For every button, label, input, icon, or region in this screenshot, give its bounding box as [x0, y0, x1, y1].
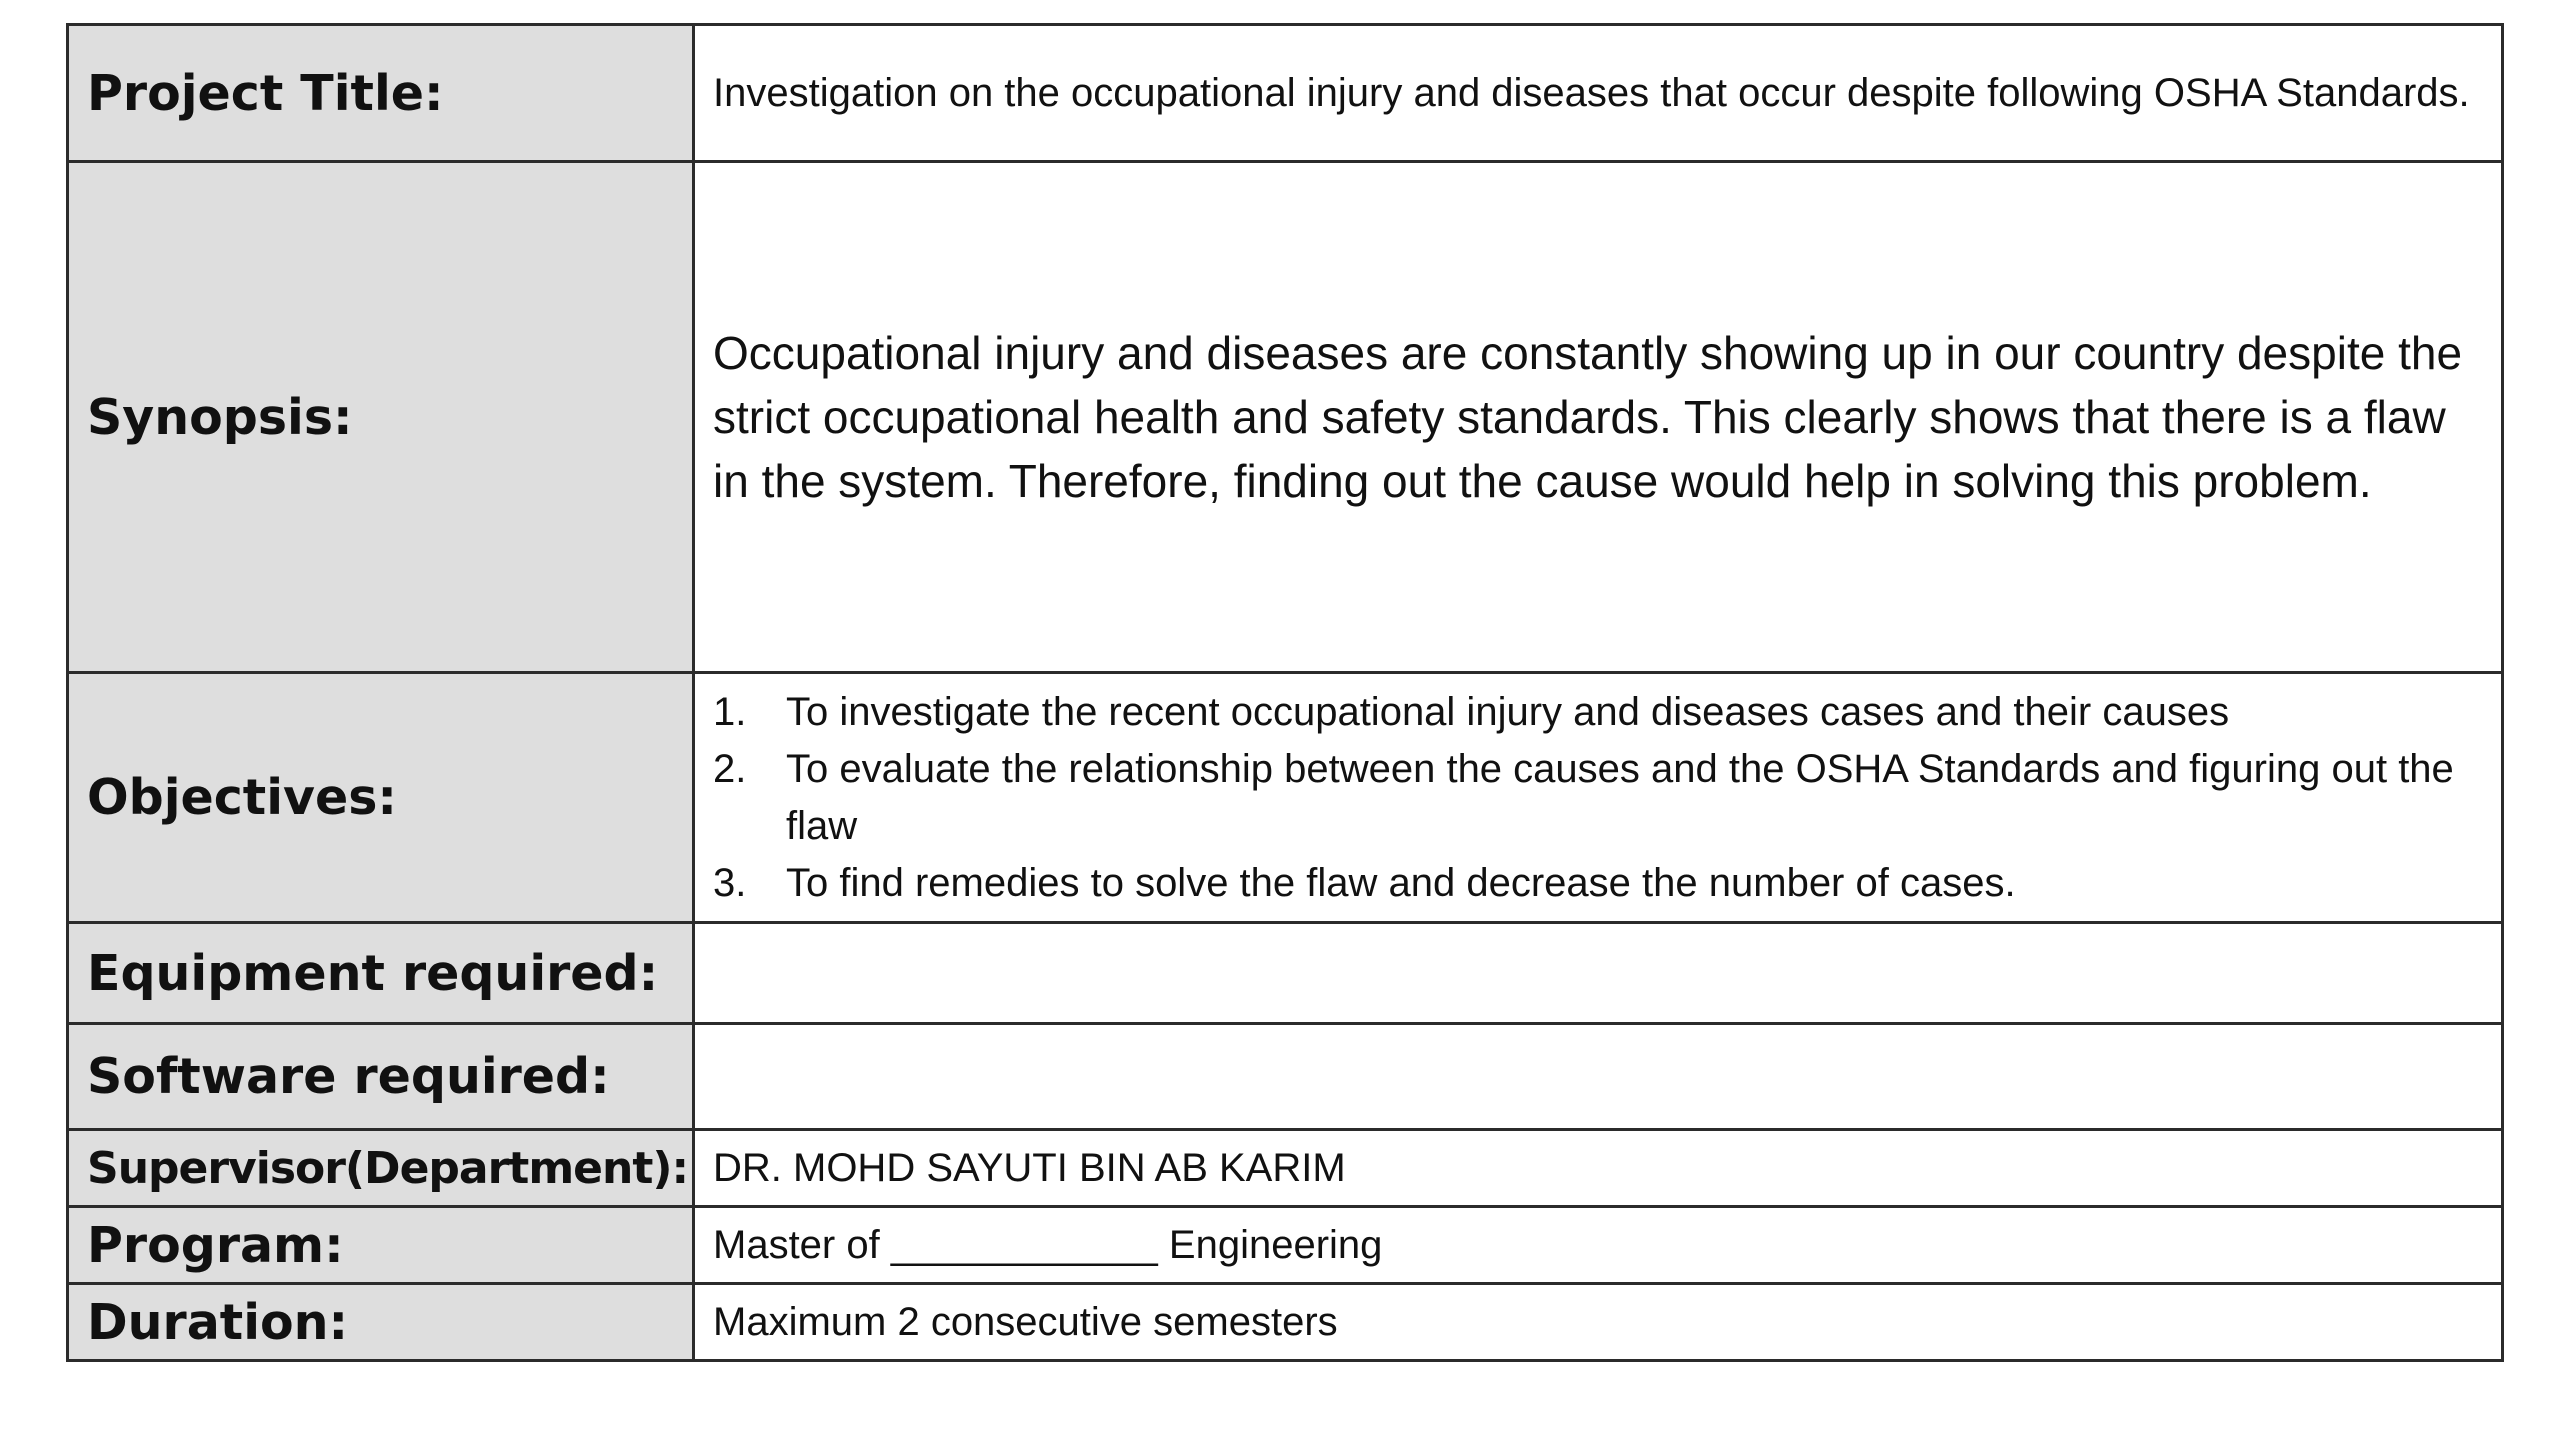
- project-form-table: [66, 23, 2504, 1362]
- equipment-value: [694, 923, 2503, 1024]
- objective-item: [713, 741, 2483, 855]
- project-title-row: [68, 25, 2503, 162]
- software-row: [68, 1024, 2503, 1130]
- project-title-value: Investigation on the occupational injury and diseases that occur despite following OSHA Standards.: [694, 25, 2503, 162]
- software-value: [694, 1024, 2503, 1130]
- objective-item: [713, 855, 2483, 912]
- duration-row: [68, 1284, 2503, 1361]
- synopsis-row: [68, 162, 2503, 673]
- software-label: Software required:: [68, 1024, 694, 1130]
- supervisor-value: DR. MOHD SAYUTI BIN AB KARIM: [694, 1130, 2503, 1207]
- duration-value: Maximum 2 consecutive semesters: [694, 1284, 2503, 1361]
- objective-text: To find remedies to solve the flaw and decrease the number of cases.: [786, 860, 2016, 905]
- supervisor-label: Supervisor(Department):: [68, 1130, 694, 1207]
- objective-text: To investigate the recent occupational injury and diseases cases and their causes: [786, 689, 2230, 734]
- objectives-row: [68, 673, 2503, 923]
- objectives-label: Objectives:: [68, 673, 694, 923]
- objectives-list: [713, 684, 2483, 912]
- objective-item: [713, 684, 2483, 741]
- supervisor-row: [68, 1130, 2503, 1207]
- synopsis-label: Synopsis:: [68, 162, 694, 673]
- program-row: [68, 1207, 2503, 1284]
- equipment-row: [68, 923, 2503, 1024]
- synopsis-value: Occupational injury and diseases are constantly showing up in our country despite the strict occupational health and safety standards. This clearly shows that there is a flaw in the system. Therefore, finding out the cause would help in solving this problem.: [694, 162, 2503, 673]
- program-label: Program:: [68, 1207, 694, 1284]
- objective-number: 1.: [713, 689, 747, 734]
- project-title-label: Project Title:: [68, 25, 694, 162]
- equipment-label: Equipment required:: [68, 923, 694, 1024]
- program-value: Master of ____________ Engineering: [694, 1207, 2503, 1284]
- objectives-value: [694, 673, 2503, 923]
- objective-number: 3.: [713, 860, 747, 905]
- objective-text: To evaluate the relationship between the causes and the OSHA Standards and figuring out the flaw: [786, 746, 2454, 848]
- duration-label: Duration:: [68, 1284, 694, 1361]
- objective-number: 2.: [713, 746, 747, 791]
